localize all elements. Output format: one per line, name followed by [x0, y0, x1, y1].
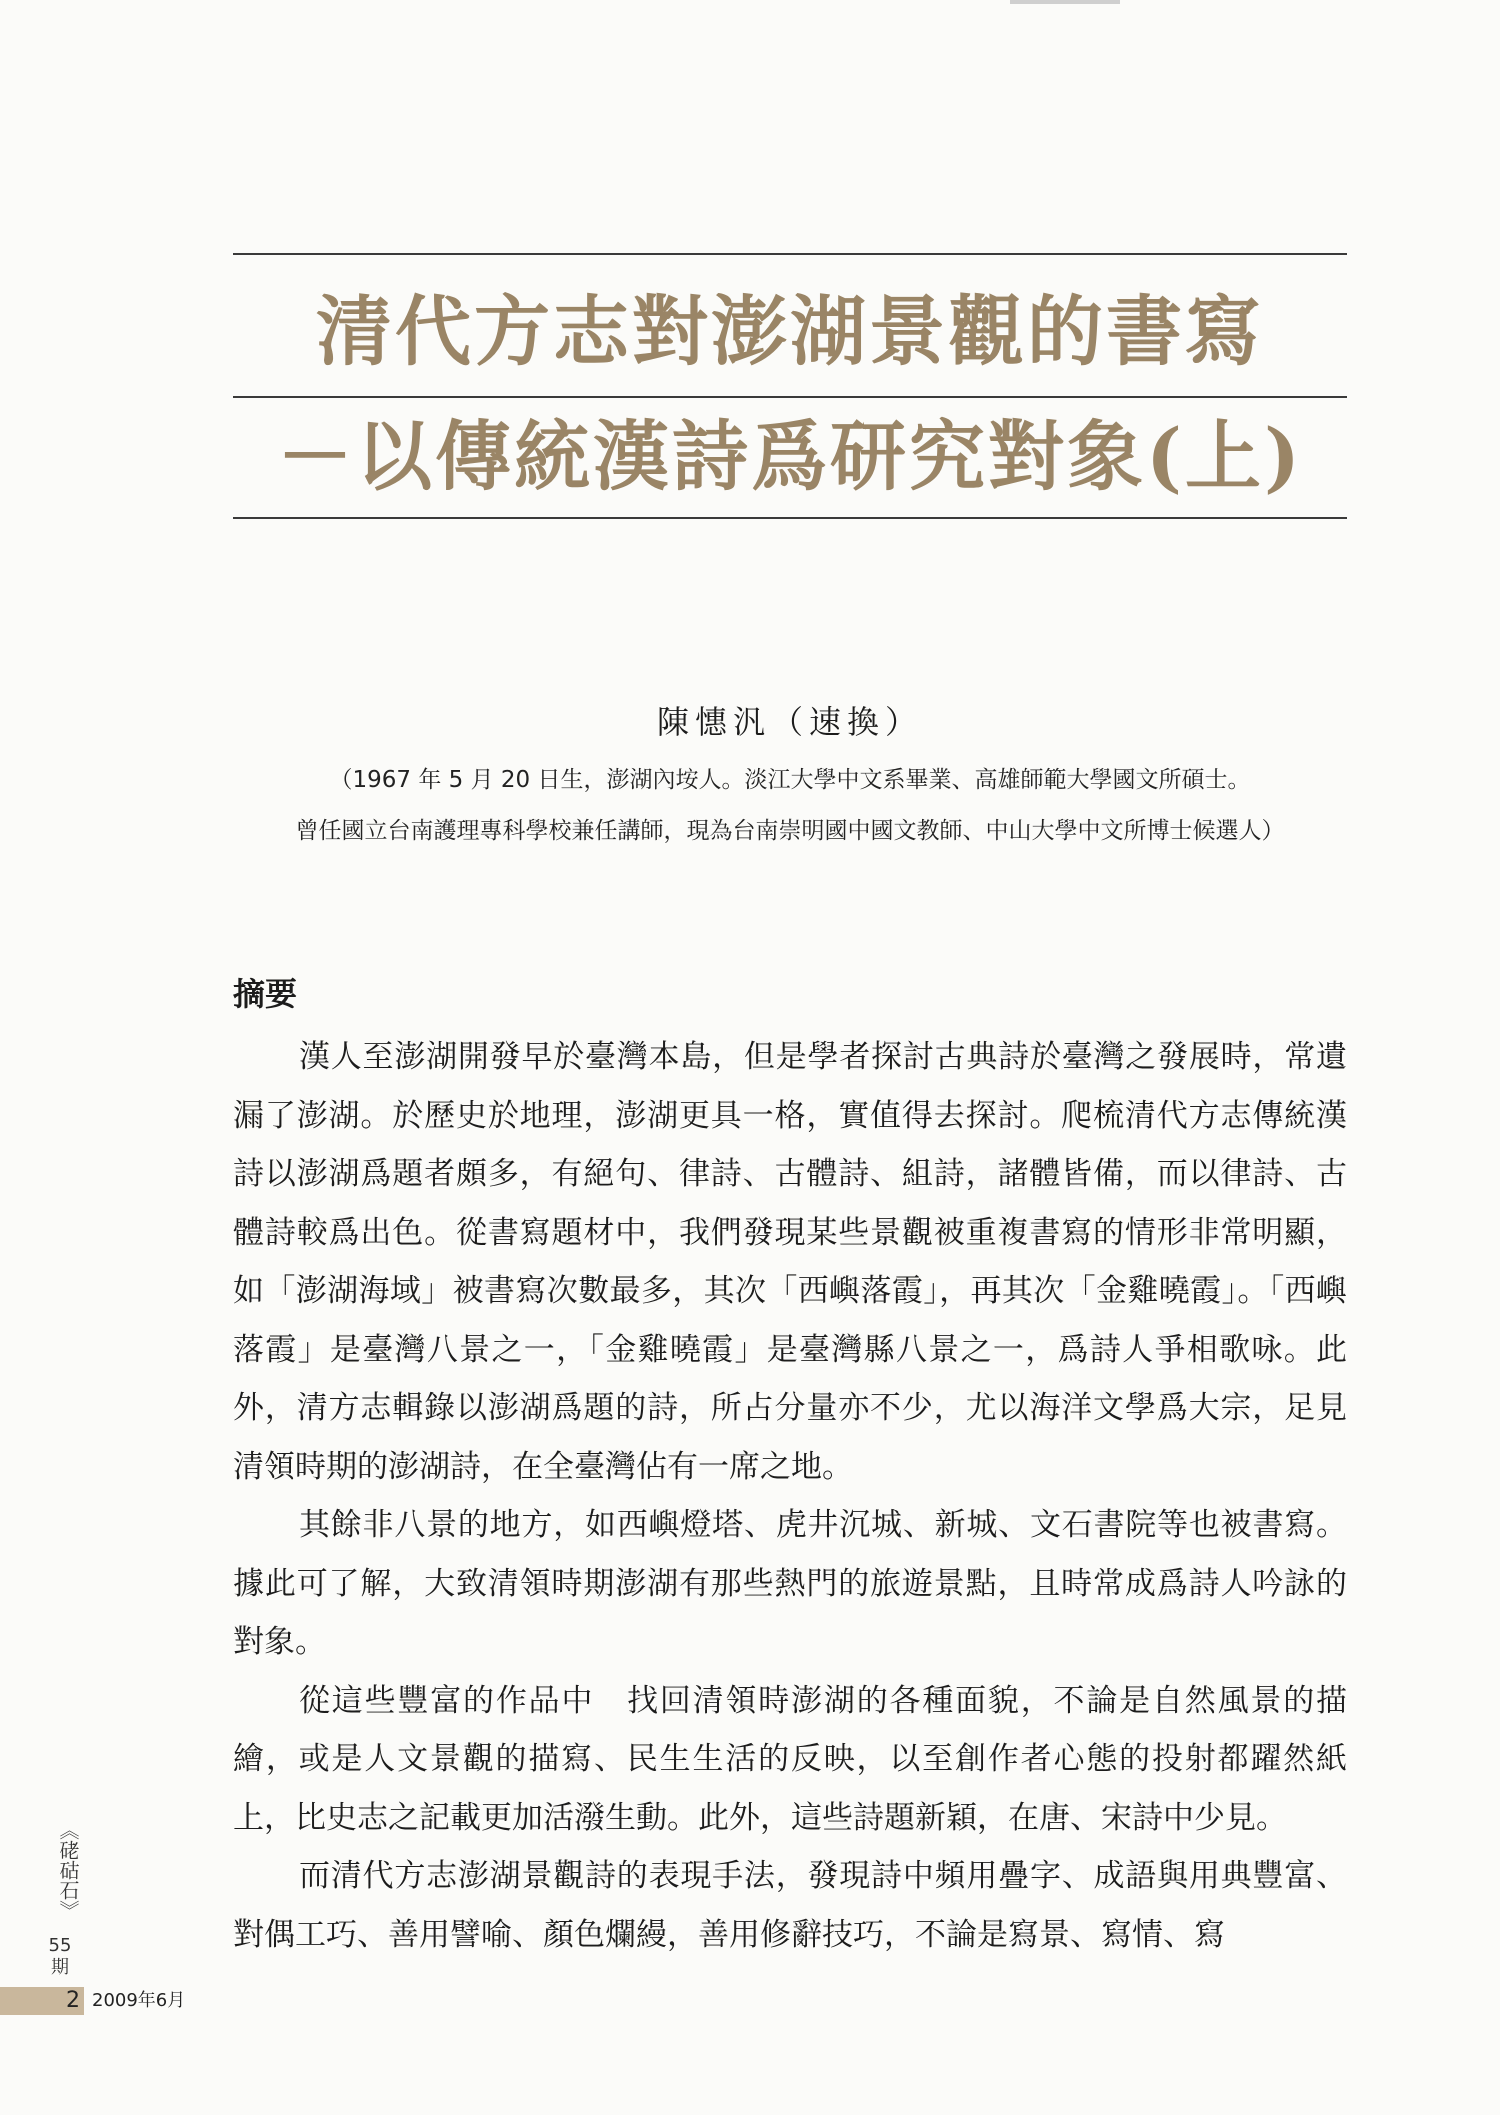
- page-title: 清代方志對澎湖景觀的書寫: [316, 287, 1264, 376]
- abstract-paragraph: 漢人至澎湖開發早於臺灣本島，但是學者探討古典詩於臺灣之發展時，常遺漏了澎湖。於歷史於地理，澎湖更具一格，實值得去探討。爬梳清代方志傳統漢詩以澎湖爲題者頗多，有絕句、律詩、古體詩、組詩，諸體皆備，而以律詩、古體詩較爲出色。從書寫題材中，我們發現某些景觀被重複書寫的情形非常明顯，如「澎湖海域」被書寫次數最多，其次「西嶼落霞」，再其次「金雞曉霞」。「西嶼落霞」是臺灣八景之一，「金雞曉霞」是臺灣縣八景之一，爲詩人爭相歌咏。此外，清方志輯錄以澎湖爲題的詩，所占分量亦不少，尤以海洋文學爲大宗，足見清領時期的澎湖詩，在全臺灣佔有一席之地。: [233, 1039, 1347, 1485]
- issue-number: 55: [48, 1935, 72, 1956]
- abstract-paragraph: 其餘非八景的地方，如西嶼燈塔、虎井沉城、新城、文石書院等也被書寫。據此可了解，大致清領時期澎湖有那些熱門的旅遊景點，且時常成爲詩人吟詠的對象。: [233, 1507, 1347, 1660]
- abstract-heading: 摘要: [233, 975, 298, 1013]
- author-bio-line1: （1967 年 5 月 20 日生，澎湖內垵人。淡江大學中文系畢業、高雄師範大學國文所碩士。: [329, 767, 1251, 793]
- page-number-badge: [0, 1987, 84, 2015]
- journal-name: 《硓𥑮石》: [56, 1820, 80, 1920]
- page-subtitle: －以傳統漢詩爲研究對象(上): [277, 412, 1303, 501]
- abstract-paragraph: 從這些豐富的作品中 找回清領時澎湖的各種面貌，不論是自然風景的描繪，或是人文景觀的描寫、民生生活的反映，以至創作者心態的投射都躍然紙上，比史志之記載更加活潑生動。此外，這些詩題新穎，在唐、宋詩中少見。: [233, 1682, 1347, 1836]
- author-name: 陳憓汎（速換）: [656, 703, 923, 741]
- title-rule-top: [233, 253, 1347, 255]
- abstract-paragraph: 而清代方志澎湖景觀詩的表現手法，發現詩中頻用疊字、成語與用典豐富、對偶工巧、善用譬喻、顏色爛縵，善用修辭技巧，不論是寫景、寫情、寫: [233, 1858, 1347, 1953]
- abstract-body: [233, 1028, 1347, 1964]
- page-number: 2: [66, 1988, 80, 2013]
- scan-artifact: [1010, 0, 1120, 4]
- title-rule-bottom: [233, 517, 1347, 519]
- title-rule-middle: [233, 396, 1347, 398]
- issue-label: [40, 1935, 80, 1979]
- issue-suffix: 期: [51, 1957, 69, 1978]
- issue-date: 2009年6月: [92, 1990, 186, 2011]
- author-bio-line2: 曾任國立台南護理專科學校兼任講師，現為台南崇明國中國文教師、中山大學中文所博士候選人）: [295, 818, 1285, 844]
